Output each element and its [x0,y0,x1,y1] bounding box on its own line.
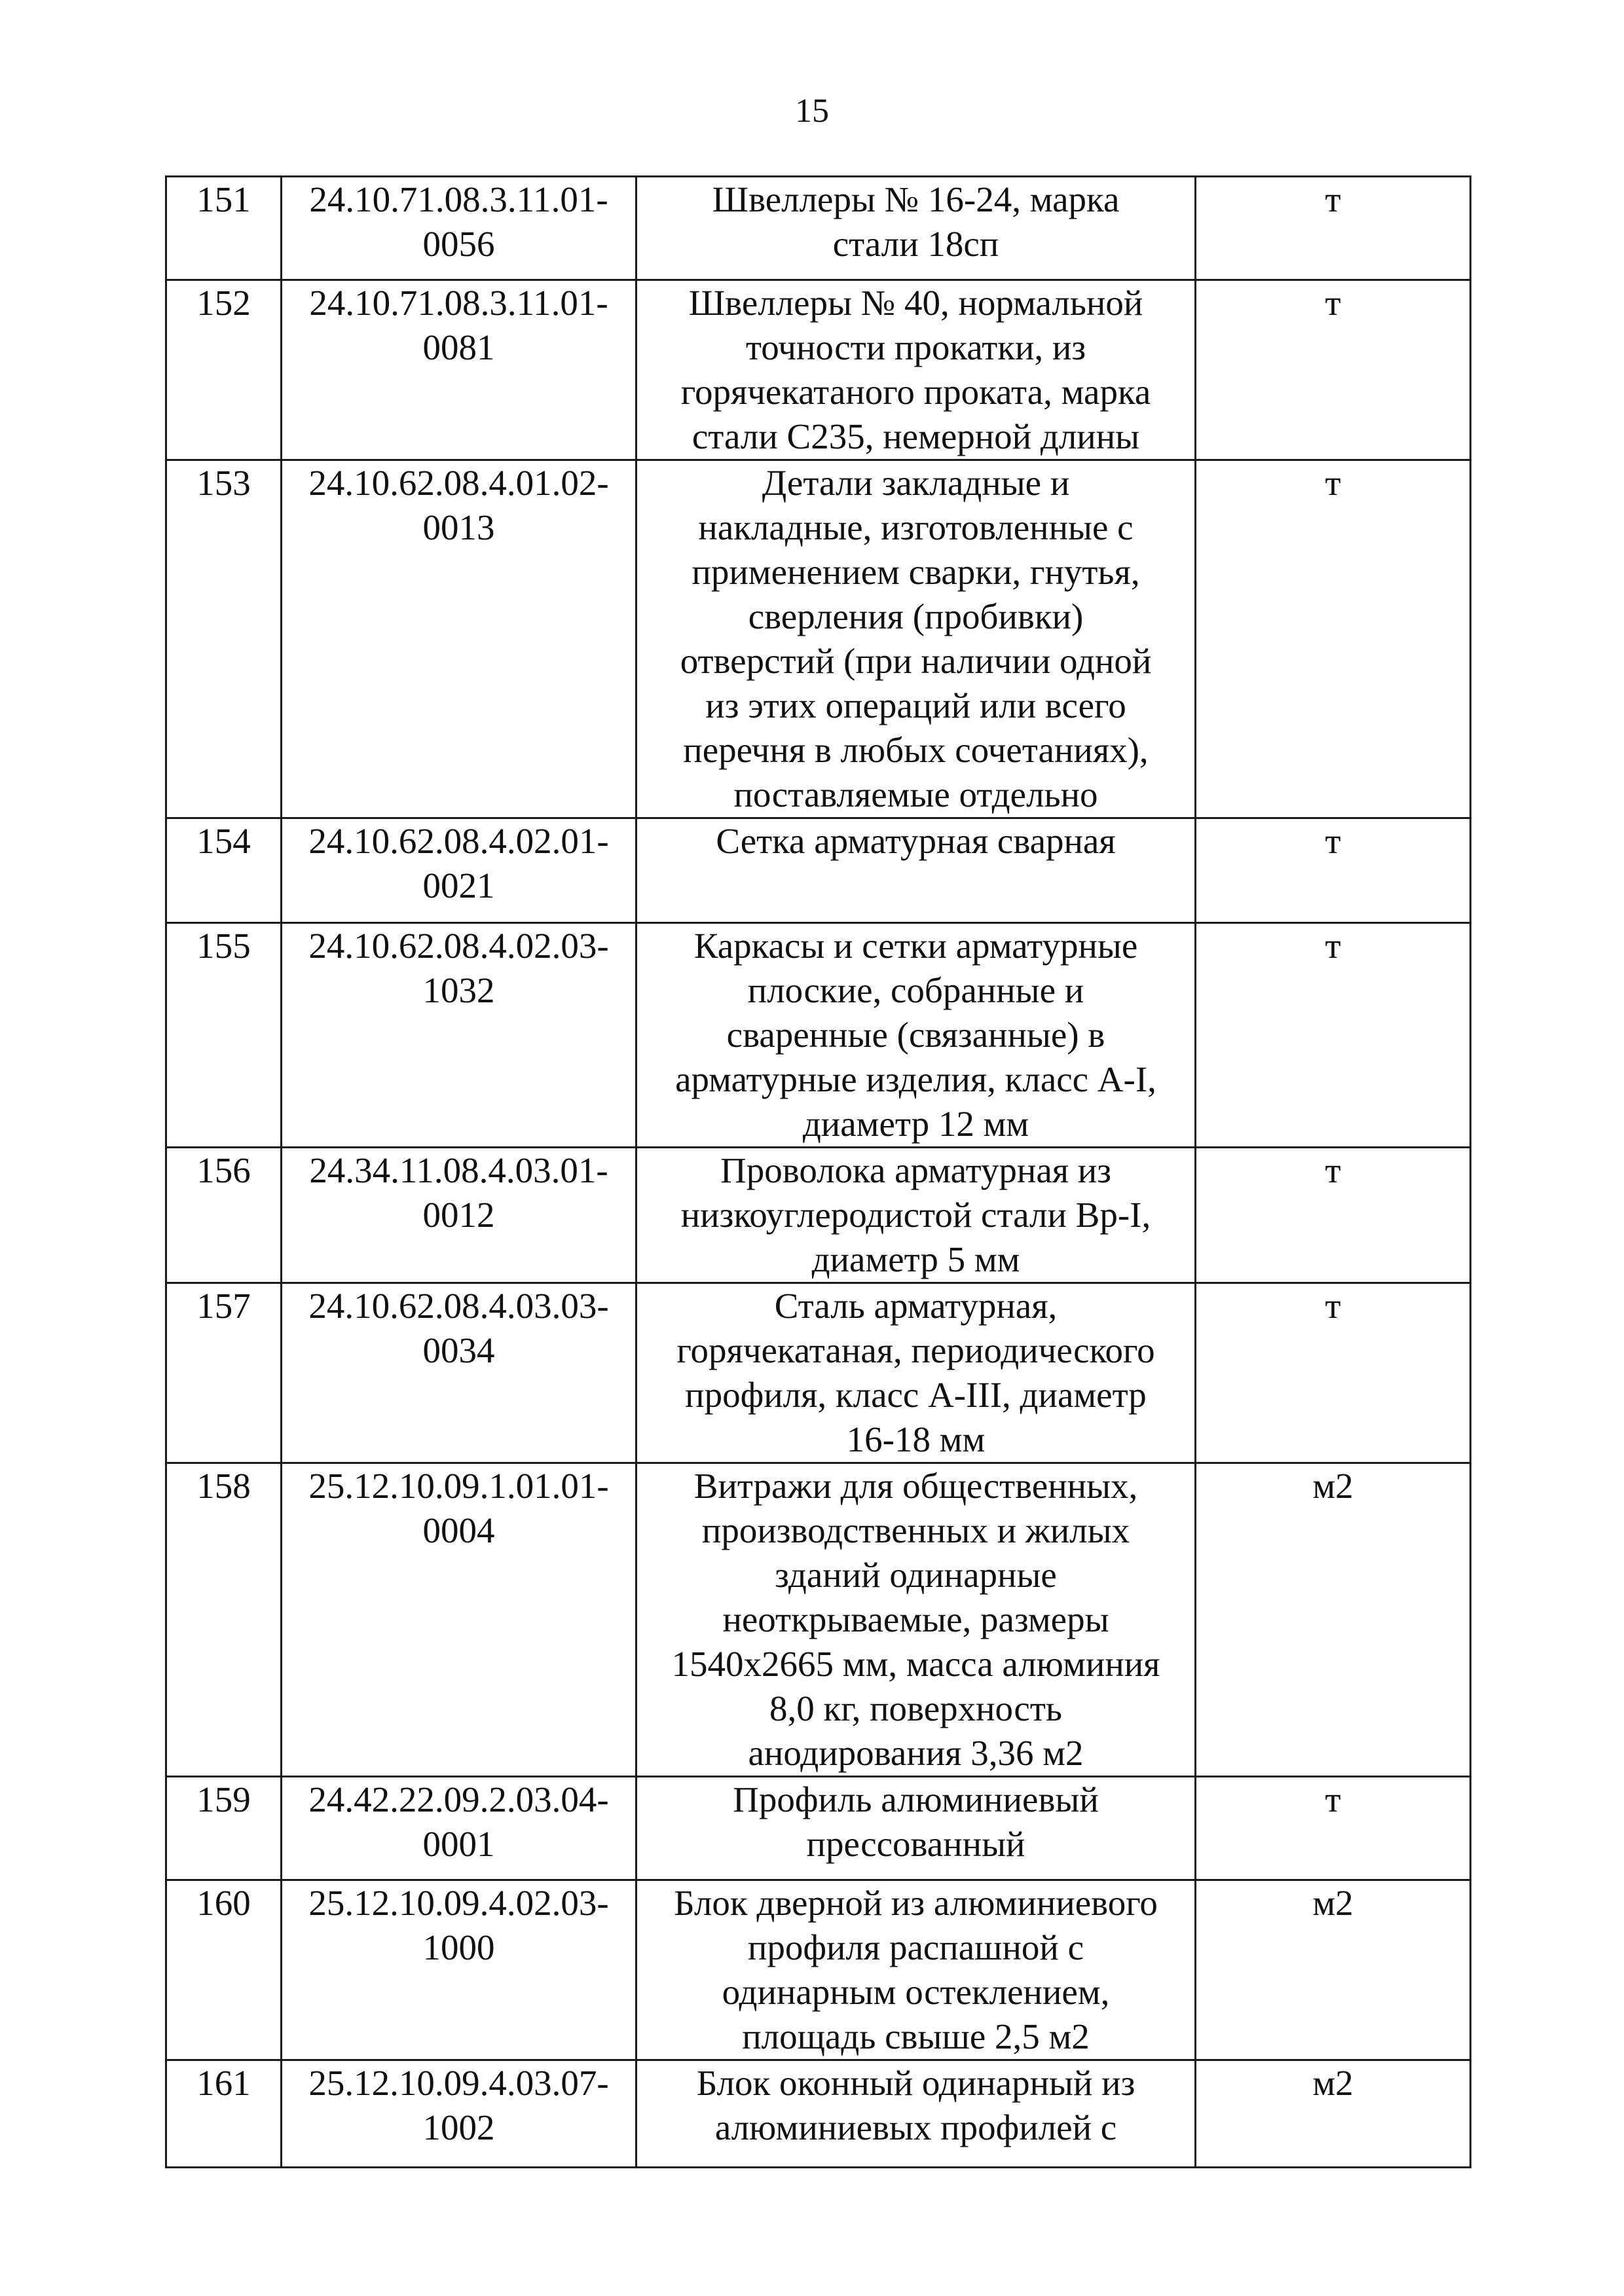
unit-of-measure: м2 [1196,1880,1471,2060]
unit-of-measure: т [1196,1283,1471,1463]
unit-of-measure: т [1196,280,1471,460]
resource-code: 24.42.22.09.2.03.04- 0001 [282,1777,637,1880]
resource-name: Блок дверной из алюминиевого профиля распашной с одинарным остеклением, площадь свыше 2,5 м2 [637,1880,1196,2060]
resource-code: 24.10.62.08.4.02.01- 0021 [282,818,637,923]
unit-of-measure: т [1196,177,1471,280]
table-row [166,1777,1471,1880]
resource-name: Витражи для общественных, производственных и жилых зданий одинарные неоткрываемые, размеры 1540х2665 мм, масса алюминия 8,0 кг, поверхность анодирования 3,36 м2 [637,1463,1196,1777]
unit-of-measure: т [1196,460,1471,818]
row-number: 151 [166,177,282,280]
resource-code: 24.10.62.08.4.03.03- 0034 [282,1283,637,1463]
resource-code: 25.12.10.09.4.03.07- 1002 [282,2060,637,2168]
unit-of-measure: т [1196,818,1471,923]
resource-name: Сталь арматурная, горячекатаная, периодического профиля, класс А-III, диаметр 16-18 мм [637,1283,1196,1463]
table-row [166,1148,1471,1283]
resource-code: 24.10.71.08.3.11.01- 0081 [282,280,637,460]
unit-of-measure: м2 [1196,1463,1471,1777]
table-row [166,923,1471,1148]
table-row [166,280,1471,460]
resource-code: 24.10.62.08.4.02.03- 1032 [282,923,637,1148]
resource-code: 25.12.10.09.4.02.03- 1000 [282,1880,637,2060]
row-number: 157 [166,1283,282,1463]
row-number: 161 [166,2060,282,2168]
resource-name: Детали закладные и накладные, изготовленные с применением сварки, гнутья, сверления (пробивки) отверстий (при наличии одной из этих операций или всего перечня в любых сочетаниях), поставляемые отдельно [637,460,1196,818]
page-number: 15 [795,92,829,130]
row-number: 156 [166,1148,282,1283]
resource-name: Сетка арматурная сварная [637,818,1196,923]
resource-code: 25.12.10.09.1.01.01- 0004 [282,1463,637,1777]
table-row [166,2060,1471,2168]
row-number: 153 [166,460,282,818]
resource-name: Блок оконный одинарный из алюминиевых профилей с [637,2060,1196,2168]
resource-name: Профиль алюминиевый прессованный [637,1777,1196,1880]
unit-of-measure: т [1196,1777,1471,1880]
resource-name: Швеллеры № 16-24, марка стали 18сп [637,177,1196,280]
unit-of-measure: м2 [1196,2060,1471,2168]
table-row [166,460,1471,818]
resource-name: Каркасы и сетки арматурные плоские, собранные и сваренные (связанные) в арматурные изделия, класс А-I, диаметр 12 мм [637,923,1196,1148]
unit-of-measure: т [1196,1148,1471,1283]
row-number: 154 [166,818,282,923]
row-number: 158 [166,1463,282,1777]
resource-name: Швеллеры № 40, нормальной точности прокатки, из горячекатаного проката, марка стали С235, немерной длины [637,280,1196,460]
table-row [166,1463,1471,1777]
table-row [166,177,1471,280]
unit-of-measure: т [1196,923,1471,1148]
resource-code: 24.34.11.08.4.03.01- 0012 [282,1148,637,1283]
row-number: 159 [166,1777,282,1880]
resource-name: Проволока арматурная из низкоуглеродистой стали Вр-I, диаметр 5 мм [637,1148,1196,1283]
resource-code: 24.10.62.08.4.01.02- 0013 [282,460,637,818]
table-row [166,1880,1471,2060]
row-number: 152 [166,280,282,460]
row-number: 155 [166,923,282,1148]
row-number: 160 [166,1880,282,2060]
table-row [166,818,1471,923]
resource-code: 24.10.71.08.3.11.01- 0056 [282,177,637,280]
table-row [166,1283,1471,1463]
resource-table [165,175,1471,2168]
